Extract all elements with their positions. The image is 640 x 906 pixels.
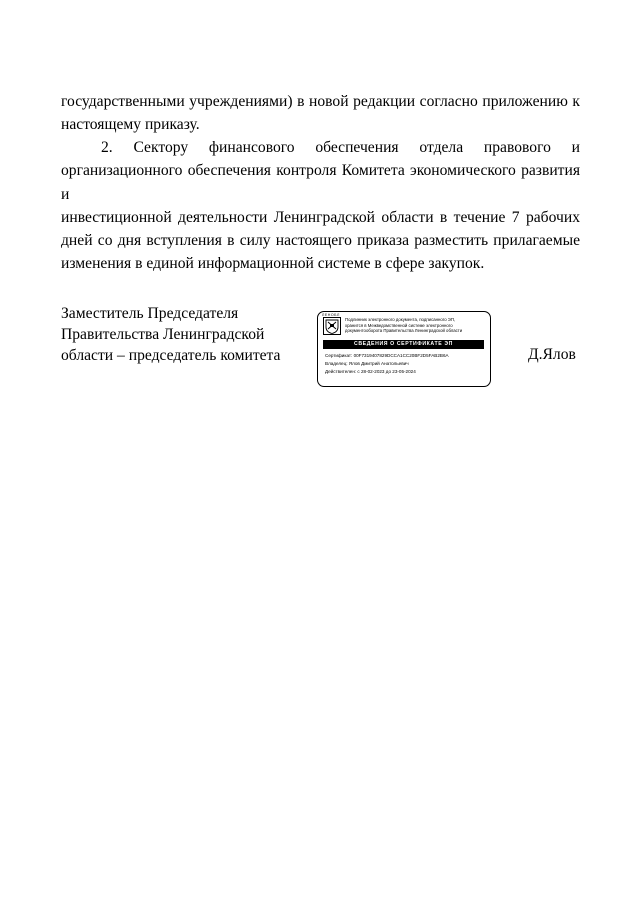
paragraph-2-line-3: инвестиционной деятельности Ленинградской области в течение 7 рабочих [61, 208, 580, 226]
paragraph-1-line-2: настоящему приказу. [61, 116, 200, 134]
paragraph-2-line-1: 2. Сектору финансового обеспечения отдела правового и [101, 139, 580, 156]
emblem-label: ЛЕНОБЛ [322, 313, 340, 317]
certificate-validity: Действителен: с 28-02-2023 до 23-05-2024 [325, 369, 416, 374]
paragraph-2-line-2: организационного обеспечения контроля Комитета экономического развития и [61, 162, 580, 203]
signatory-title-line-3: области – председатель комитета [61, 347, 281, 364]
electronic-signature-stamp [317, 311, 491, 387]
signatory-title-line-1: Заместитель Председателя [61, 305, 239, 322]
stamp-header: СВЕДЕНИЯ О СЕРТИФИКАТЕ ЭП [323, 340, 484, 349]
paragraph-2-line-4: дней со дня вступления в силу настоящего приказа разместить прилагаемые [61, 232, 580, 250]
signatory-title [61, 303, 280, 366]
signatory-title-line-2: Правительства Ленинградской [61, 326, 265, 343]
certificate-info [325, 352, 449, 376]
certificate-number: Сертификат: 00F7319407829DCCA1CC20BF2D5FAB2B6A [325, 353, 449, 358]
stamp-description-line-1: Подлинник электронного документа, подписанного ЭП, [345, 317, 456, 322]
signatory-name: Д.Ялов [528, 346, 576, 363]
paragraph-2 [61, 136, 580, 276]
stamp-description-line-3: документооборота Правительства Ленинградской области [345, 328, 463, 334]
certificate-owner: Владелец: Ялов Дмитрий Анатольевич [325, 361, 409, 366]
paragraph-2-line-5: изменения в единой информационной системе в сфере закупок. [61, 255, 485, 273]
coat-of-arms-icon [323, 317, 341, 335]
stamp-description [345, 317, 489, 334]
stamp-description-line-2: хранится в Межведомственной системе электронного [345, 322, 453, 328]
paragraph-1 [61, 90, 580, 137]
paragraph-1-line-1: государственными учреждениями) в новой редакции согласно приложению к [61, 93, 580, 110]
